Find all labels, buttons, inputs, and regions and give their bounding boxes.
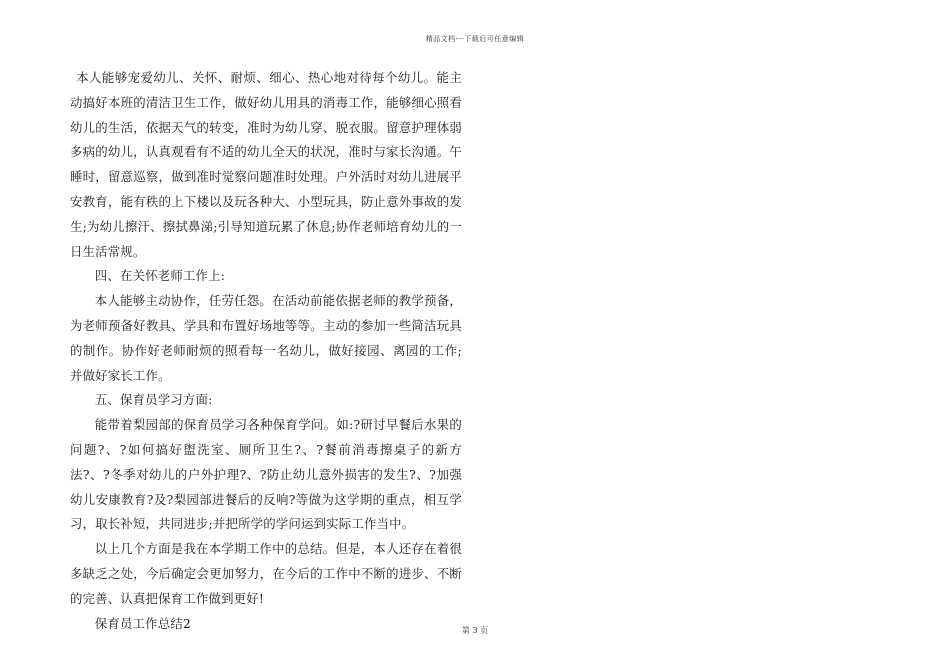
paragraph-learning: 能带着梨园部的保育员学习各种保育学问。如:?研讨早餐后水果的问题?、?如何搞好盥洗室、厕所卫生?、?餐前消毒擦桌子的新方法?、?冬季对幼儿的户外护理?、?防止幼儿意外损害的发生?、?加强幼儿安康教育?及?梨园部进餐后的反响?等做为这学期的重点，相互学习，取长补短，共同进步;并把所学的学问运到实际工作当中。 (70, 417, 462, 532)
paragraph-childcare-duties: 本人能够宠爱幼儿、关怀、耐烦、细心、热心地对待每个幼儿。能主动搞好本班的清洁卫生工作，做好幼儿用具的消毒工作，能够细心照看幼儿的生活，依据天气的转变，准时为幼儿穿、脱衣服。留意护理体弱多病的幼儿，认真观看有不适的幼儿全天的状况，准时与家长沟通。午睡时，留意巡察，做到准时觉察问题准时处理。户外活时对幼儿进展平安教育，能有秩的上下楼以及玩各种大、小型玩具，防止意外事故的发生;为幼儿擦汗、擦拭鼻涕;引导知道玩累了休息;协作老师培育幼儿的一日生活常规。 (70, 70, 462, 259)
paragraph-teacher-support: 本人能够主动协作，任劳任怨。在活动前能依据老师的教学预备，为老师预备好教具、学具和布置好场地等等。主动的参加一些简洁玩具的制作。协作好老师耐烦的照看每一名幼儿，做好接园、离园的工作;并做好家长工作。 (70, 293, 462, 383)
page-header: 精品文档---下载后可任意编辑 (425, 35, 525, 43)
section-heading-teacher-support: 四、在关怀老师工作上: (94, 268, 226, 284)
next-section-title: 保育员工作总结2 (94, 615, 192, 631)
paragraph-summary: 以上几个方面是我在本学期工作中的总结。但是，本人还存在着很多缺乏之处，今后确定会更加努力，在今后的工作中不断的进步、不断的完善、认真把保育工作做到更好! (70, 541, 462, 606)
page-number: 第 3 页 (461, 626, 489, 635)
section-heading-learning: 五、保育员学习方面: (94, 392, 213, 408)
document-body (70, 66, 462, 636)
